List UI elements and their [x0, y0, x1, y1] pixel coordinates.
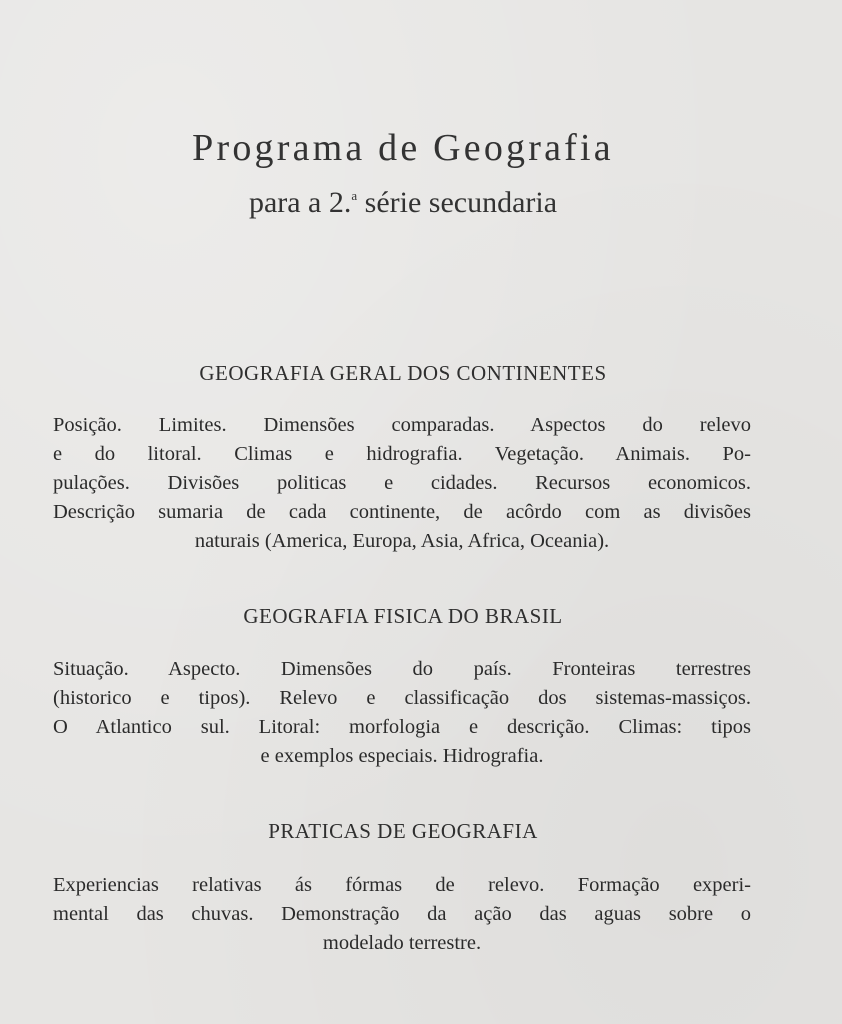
section-heading-continentes: GEOGRAFIA GERAL DOS CONTINENTES: [199, 361, 607, 385]
text-line: pulações. Divisões politicas e cidades. Recursos economicos.: [53, 472, 751, 494]
section-text-continentes: [53, 411, 751, 556]
section-text-praticas: [53, 871, 751, 958]
text-line: Situação. Aspecto. Dimensões do país. Fronteiras terrestres: [53, 658, 751, 680]
text-line: Experiencias relativas ás fórmas de relevo. Formação experi-: [53, 874, 751, 896]
text-line: O Atlantico sul. Litoral: morfologia e descrição. Climas: tipos: [53, 716, 751, 738]
section-heading-brasil: GEOGRAFIA FISICA DO BRASIL: [243, 604, 563, 628]
text-line: e do litoral. Climas e hidrografia. Vegetação. Animais. Po-: [53, 443, 751, 465]
section-heading-praticas: PRATICAS DE GEOGRAFIA: [268, 819, 538, 843]
subtitle-prefix: para a 2.: [248, 186, 352, 219]
text-line: Posição. Limites. Dimensões comparadas. Aspectos do relevo: [53, 414, 751, 436]
section-text-brasil: [53, 655, 751, 771]
subtitle-superscript: a: [351, 188, 358, 203]
text-line: Descrição sumaria de cada continente, de acôrdo com as divisões: [53, 501, 751, 523]
text-line: mental das chuvas. Demonstração da ação das aguas sobre o: [53, 903, 751, 925]
page-subtitle: [0, 186, 806, 220]
text-line: (historico e tipos). Relevo e classificação dos sistemas-massiços.: [53, 687, 751, 709]
text-line: naturais (America, Europa, Asia, Africa, Oceania).: [194, 530, 610, 552]
page-title: Programa de Geografia: [192, 127, 614, 169]
subtitle-suffix: série secundaria: [357, 186, 558, 219]
text-line: modelado terrestre.: [322, 932, 482, 954]
text-line: e exemplos especiais. Hidrografia.: [260, 745, 544, 767]
